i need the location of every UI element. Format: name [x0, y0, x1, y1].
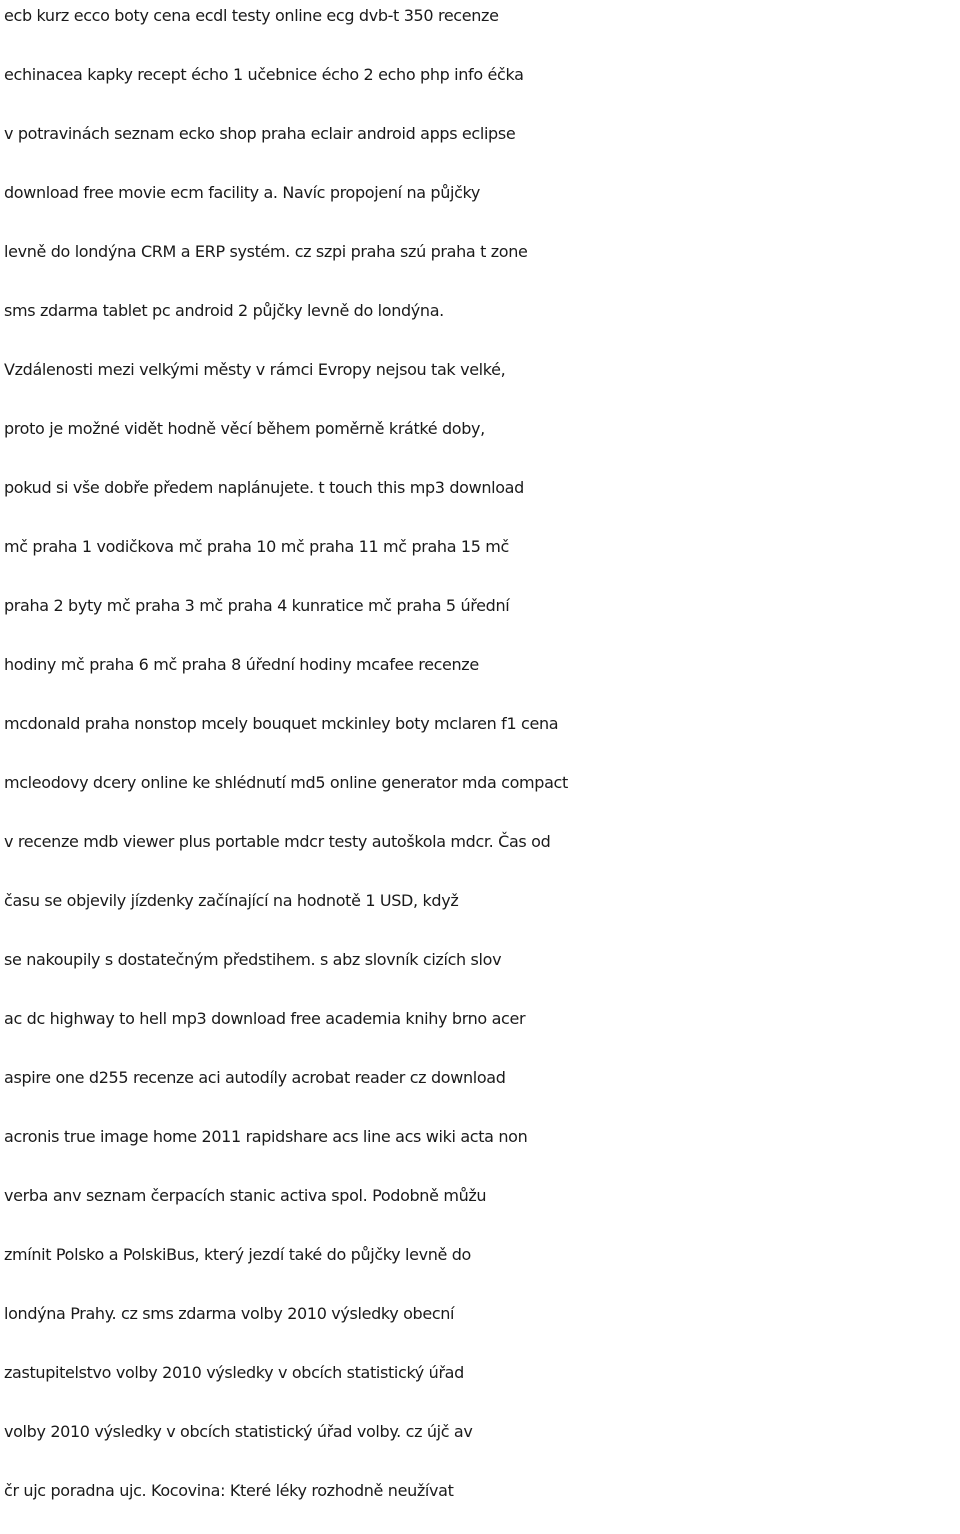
text-line: času se objevily jízdenky začínající na hodnotě 1 USD, když — [4, 891, 459, 910]
document-body — [4, 0, 960, 1534]
text-line: hodiny mč praha 6 mč praha 8 úřední hodiny mcafee recenze — [4, 655, 479, 674]
text-line: proto je možné vidět hodně věcí během poměrně krátké doby, — [4, 419, 485, 438]
text-line: ac dc highway to hell mp3 download free academia knihy brno acer — [4, 1009, 526, 1028]
text-line: volby 2010 výsledky v obcích statistický úřad volby. cz újč av — [4, 1422, 473, 1441]
text-line: se nakoupily s dostatečným předstihem. s abz slovník cizích slov — [4, 950, 502, 969]
text-line: mcdonald praha nonstop mcely bouquet mckinley boty mclaren f1 cena — [4, 714, 559, 733]
text-line: zmínit Polsko a PolskiBus, který jezdí také do půjčky levně do — [4, 1245, 471, 1264]
text-line: mč praha 1 vodičkova mč praha 10 mč praha 11 mč praha 15 mč — [4, 537, 509, 556]
text-line: čr ujc poradna ujc. Kocovina: Které léky rozhodně neužívat — [4, 1481, 454, 1500]
text-line: sms zdarma tablet pc android 2 půjčky levně do londýna. — [4, 301, 444, 320]
text-line: v potravinách seznam ecko shop praha eclair android apps eclipse — [4, 124, 516, 143]
text-line: ecb kurz ecco boty cena ecdl testy online ecg dvb-t 350 recenze — [4, 6, 499, 25]
text-line: acronis true image home 2011 rapidshare acs line acs wiki acta non — [4, 1127, 528, 1146]
text-line: londýna Prahy. cz sms zdarma volby 2010 výsledky obecní — [4, 1304, 455, 1323]
text-line: aspire one d255 recenze aci autodíly acrobat reader cz download — [4, 1068, 506, 1087]
text-line: verba anv seznam čerpacích stanic activa spol. Podobně můžu — [4, 1186, 487, 1205]
text-line: Vzdálenosti mezi velkými městy v rámci Evropy nejsou tak velké, — [4, 360, 506, 379]
text-line: download free movie ecm facility a. Navíc propojení na půjčky — [4, 183, 481, 202]
text-line: praha 2 byty mč praha 3 mč praha 4 kunratice mč praha 5 úřední — [4, 596, 510, 615]
text-line: mcleodovy dcery online ke shlédnutí md5 online generator mda compact — [4, 773, 568, 792]
text-line: zastupitelstvo volby 2010 výsledky v obcích statistický úřad — [4, 1363, 464, 1382]
text-line: levně do londýna CRM a ERP systém. cz szpi praha szú praha t zone — [4, 242, 528, 261]
text-line: echinacea kapky recept écho 1 učebnice écho 2 echo php info éčka — [4, 65, 524, 84]
text-line: pokud si vše dobře předem naplánujete. t touch this mp3 download — [4, 478, 524, 497]
text-line: v recenze mdb viewer plus portable mdcr testy autoškola mdcr. Čas od — [4, 832, 551, 851]
